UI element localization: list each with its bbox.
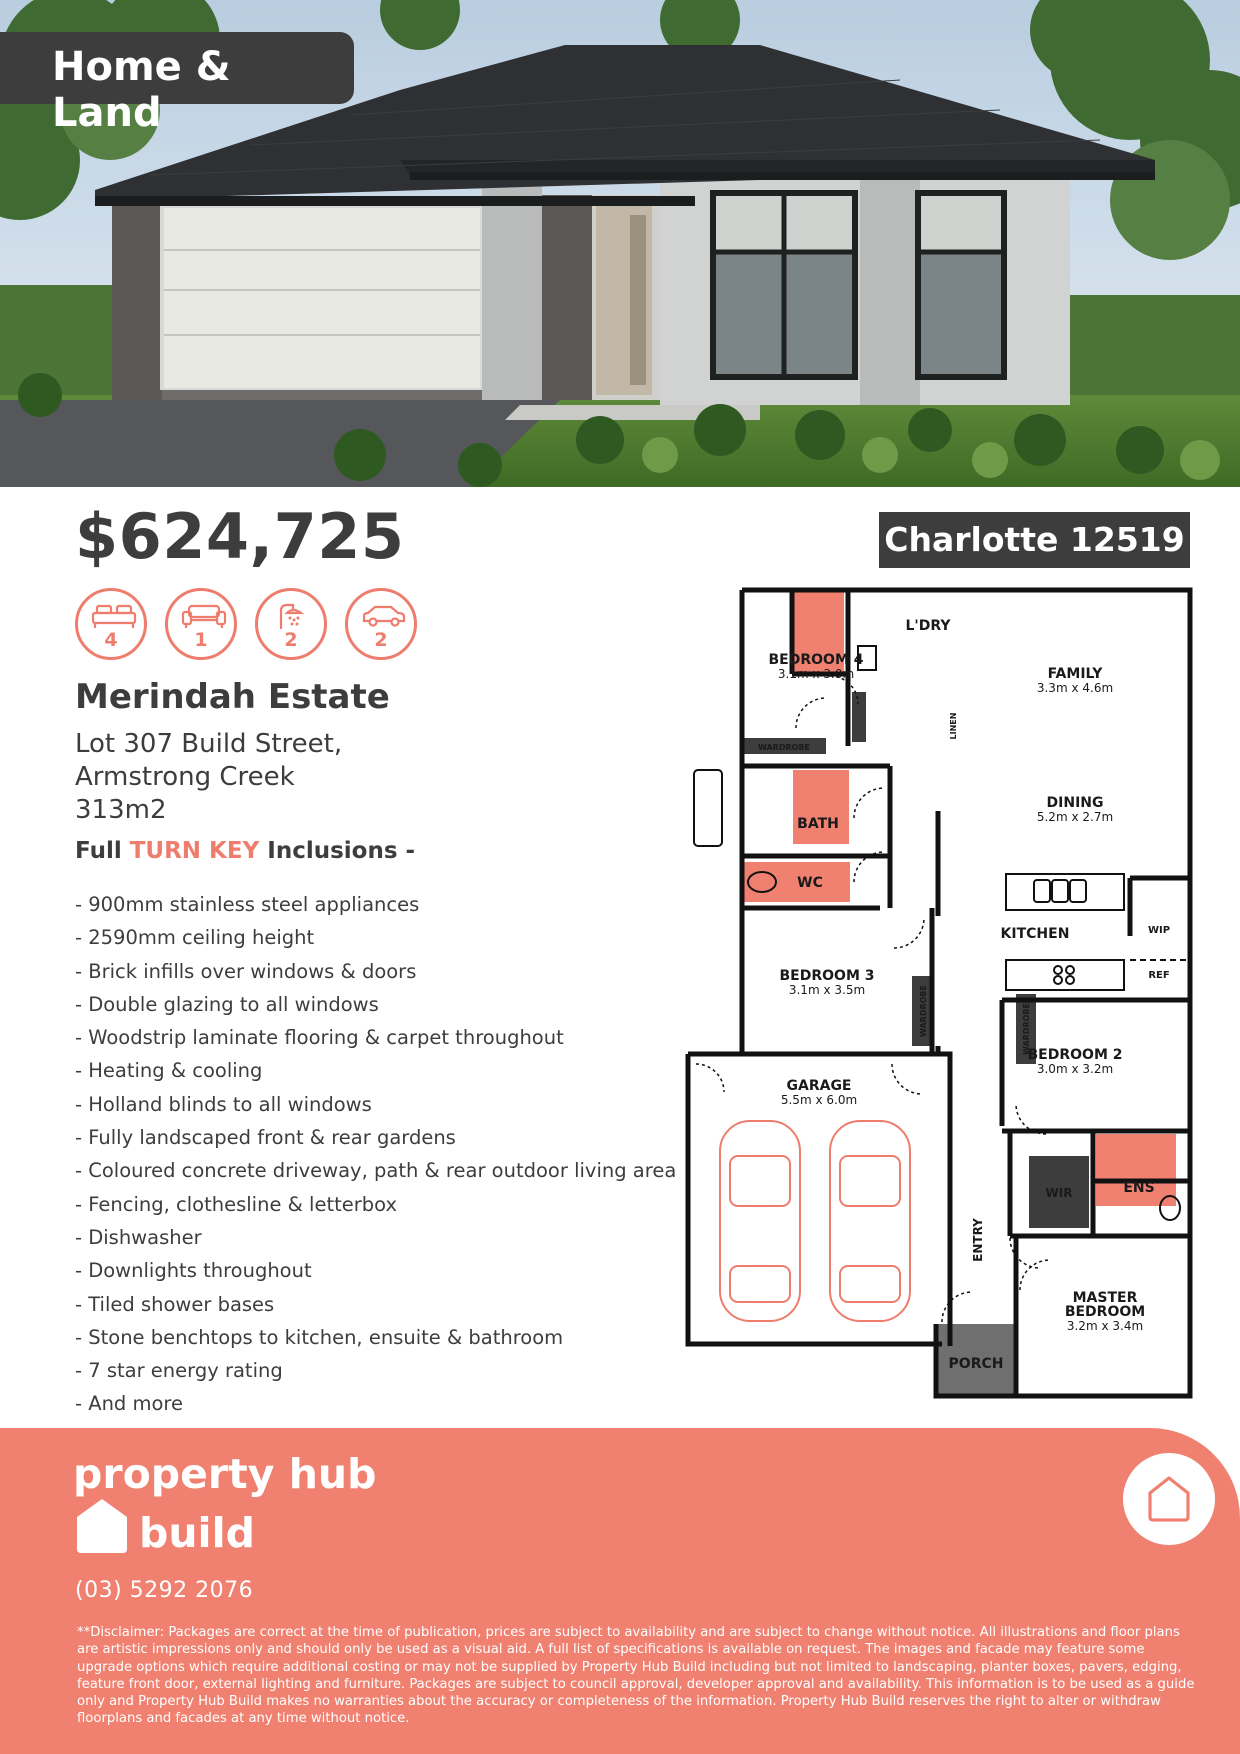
linen-label: LINEN	[949, 712, 958, 740]
bedroom2-label: BEDROOM 2	[1027, 1047, 1123, 1063]
list-item: - Fencing, clothesline & letterbox	[75, 1192, 398, 1216]
list-item: - 2590mm ceiling height	[75, 926, 315, 950]
car-icon	[361, 603, 407, 629]
brand-name-line2: build	[139, 1509, 255, 1557]
master-dim: 3.2m x 3.4m	[1066, 1319, 1144, 1333]
linen-area	[852, 692, 866, 742]
brand-name-line1: property hub	[73, 1450, 377, 1498]
wir-label: WIR	[1045, 1186, 1073, 1200]
house-logo-icon	[73, 1495, 131, 1557]
disclaimer: **Disclaimer: Packages are correct at the time of publication, prices are subject to availability and are subject to change without notice. All illustrations and floor plans are artistic impressions only and should only be used as a visual aid. A full list of specifications is available on request. The images and facade may feature some upgrade options which require additional costing or may not be supplied by Property Hub Build including but not limited to landscaping, planter boxes, pavers, edging, feature front door, external lighting and furniture. Packages are subject to council approval, developer approval and availability. This information is to be used as a guide only and Property Hub Build makes no warranties about the accuracy or completeness of the information. Property Hub Build reserves the right to alter or withdraw floorplans and facades at any time without notice.	[77, 1625, 1195, 1727]
bed-icon	[91, 603, 137, 629]
home-outline-icon	[1147, 1475, 1191, 1523]
design-name-badge: Charlotte 12519	[879, 512, 1190, 568]
shower-icon	[271, 603, 317, 631]
wardrobe-bed2-label: WARDROBE	[1022, 1003, 1031, 1055]
estate-name: Merindah Estate	[75, 677, 390, 717]
wc-label: WC	[797, 875, 823, 891]
list-item: - Double glazing to all windows	[75, 992, 379, 1016]
garage-feature	[345, 588, 417, 660]
dining-dim: 5.2m x 2.7m	[1036, 810, 1114, 824]
bedroom3-dim: 3.1m x 3.5m	[788, 983, 866, 997]
inclusions-title-accent: TURN KEY	[129, 838, 260, 864]
wardrobe-label: WARDROBE	[758, 743, 810, 752]
garage-dim: 5.5m x 6.0m	[780, 1093, 858, 1107]
wardrobe-bed3-label: WARDROBE	[919, 985, 928, 1037]
laundry-label: L'DRY	[905, 618, 951, 634]
hero-image	[0, 0, 1240, 487]
list-item: - 900mm stainless steel appliances	[75, 893, 420, 916]
feature-icons	[75, 588, 417, 660]
family-dim: 3.3m x 4.6m	[1036, 681, 1114, 695]
bedroom3-label: BEDROOM 3	[779, 968, 875, 984]
list-item: - Downlights throughout	[75, 1259, 312, 1283]
land-size: 313m2	[75, 795, 167, 825]
bathrooms-feature	[255, 588, 327, 660]
list-item: - 7 star energy rating	[75, 1359, 283, 1383]
phone-number[interactable]: (03) 5292 2076	[75, 1578, 254, 1603]
bedroom4-dim: 3.1m x 3.0m	[777, 667, 855, 681]
list-item: - Dishwasher	[75, 1225, 202, 1249]
family-label: FAMILY	[1047, 666, 1103, 682]
home-badge	[1123, 1453, 1215, 1545]
price: $624,725	[75, 500, 405, 573]
floor-plan	[680, 586, 1195, 1400]
list-item: - Stone benchtops to kitchen, ensuite & bathroom	[75, 1325, 564, 1349]
wip-label: WIP	[1147, 925, 1171, 936]
garage-count: 2	[374, 629, 388, 651]
bedroom4-label: BEDROOM 4	[768, 652, 864, 668]
ref-label: REF	[1148, 970, 1170, 981]
footer	[0, 1428, 1240, 1754]
home-land-badge: Home & Land	[0, 32, 354, 104]
porch-label: PORCH	[948, 1356, 1004, 1372]
list-item: - Fully landscaped front & rear gardens	[75, 1126, 456, 1150]
list-item: - Heating & cooling	[75, 1059, 263, 1083]
address-line1: Lot 307 Build Street,	[75, 729, 343, 759]
bathrooms-count: 2	[284, 629, 298, 651]
bath-area	[793, 770, 849, 844]
list-item: - Coloured concrete driveway, path & rear outdoor living area	[75, 1159, 677, 1183]
bath-label: BATH	[797, 816, 839, 832]
living-count: 1	[194, 629, 208, 651]
list-item: - Tiled shower bases	[75, 1292, 275, 1316]
bedrooms-count: 4	[104, 629, 118, 651]
bedrooms-feature	[75, 588, 147, 660]
list-item: - Woodstrip laminate flooring & carpet throughout	[75, 1026, 564, 1050]
master-label-1: MASTER	[1072, 1290, 1138, 1306]
ens-label: ENS	[1123, 1180, 1155, 1196]
bedroom2-dim: 3.0m x 3.2m	[1036, 1062, 1114, 1076]
dining-label: DINING	[1046, 795, 1104, 811]
entry-label: ENTRY	[971, 1218, 985, 1262]
living-feature	[165, 588, 237, 660]
list-item: - Holland blinds to all windows	[75, 1092, 372, 1116]
list-item: - And more	[75, 1392, 184, 1416]
inclusions-list	[75, 888, 676, 1421]
list-item: - Brick infills over windows & doors	[75, 959, 417, 983]
sofa-icon	[181, 603, 227, 629]
inclusions-title	[75, 838, 415, 864]
address-line2: Armstrong Creek	[75, 762, 295, 792]
inclusions-title-post: Inclusions -	[259, 838, 416, 864]
inclusions-title-pre: Full	[75, 838, 130, 864]
garage-label: GARAGE	[786, 1078, 852, 1094]
master-label-2: BEDROOM	[1064, 1304, 1146, 1320]
address	[75, 728, 342, 827]
kitchen-label: KITCHEN	[1000, 926, 1070, 942]
